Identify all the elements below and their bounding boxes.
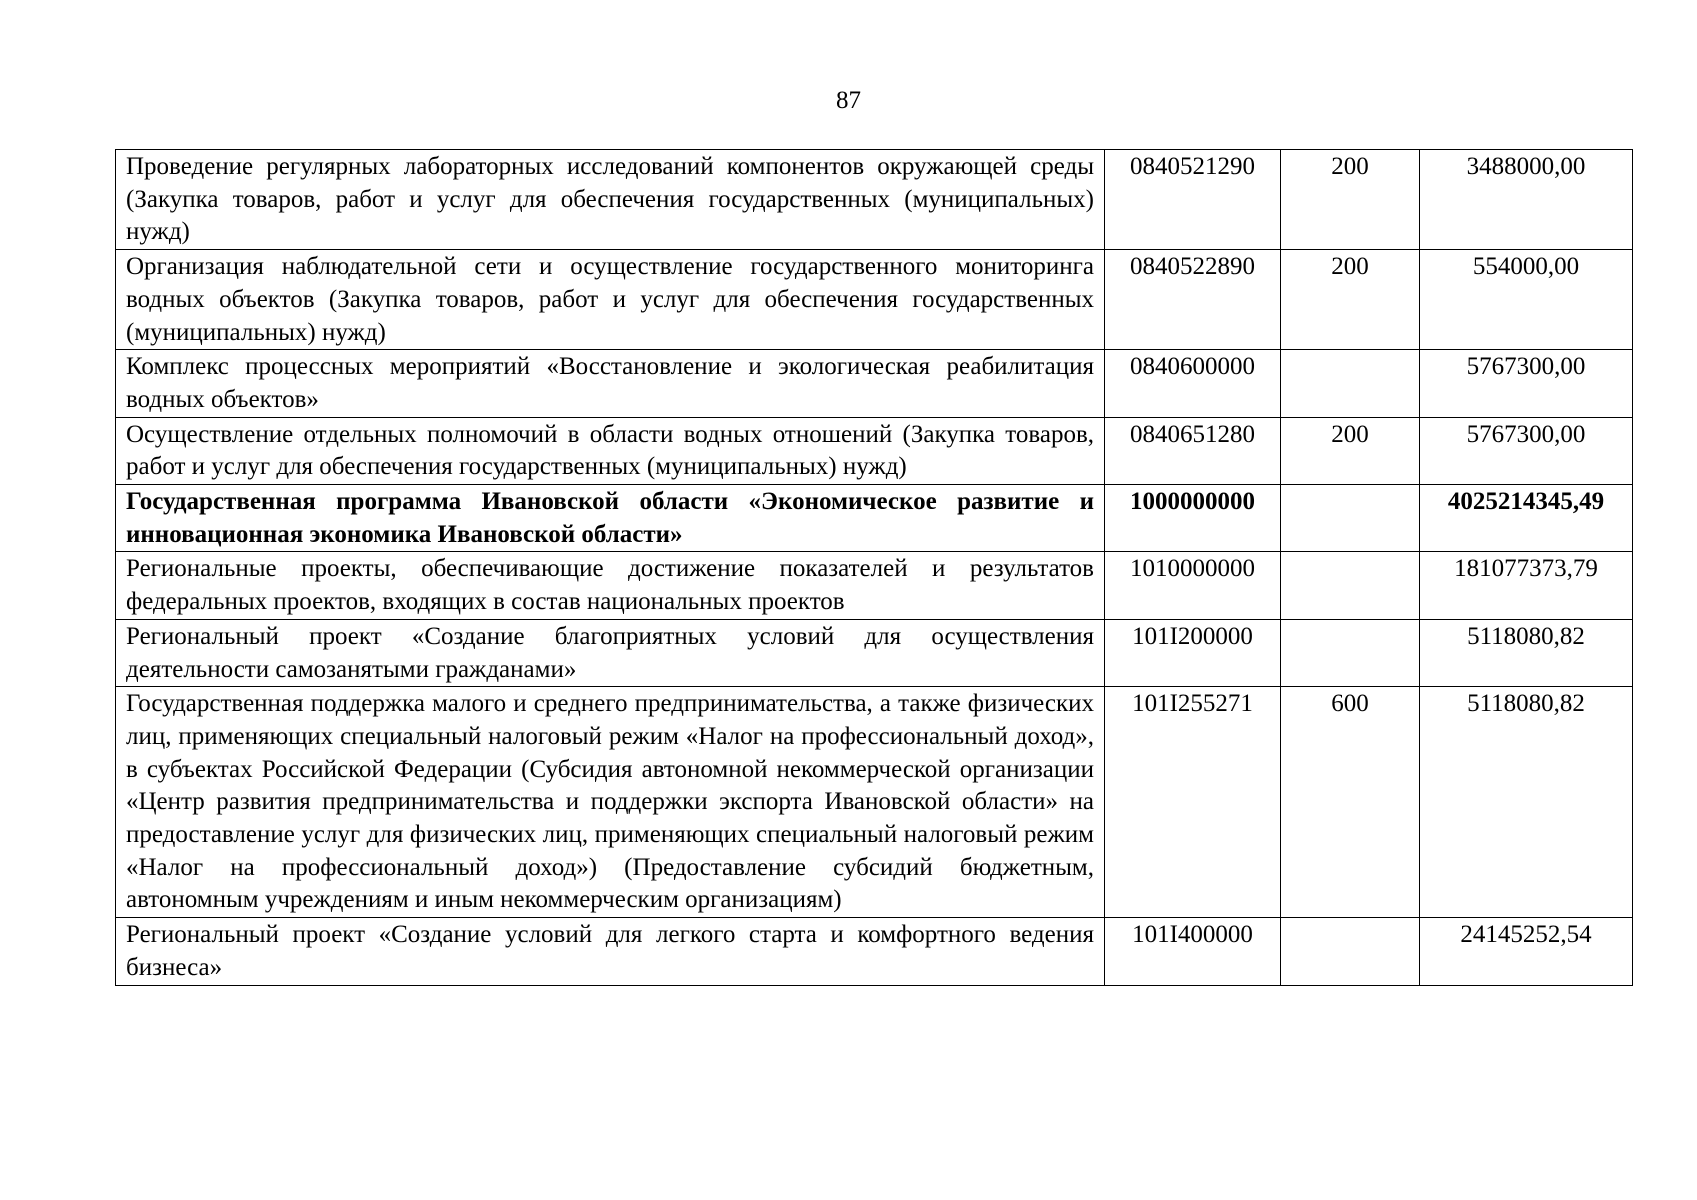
row-expense-type	[1281, 619, 1420, 686]
budget-table	[115, 149, 1633, 986]
row-name: Проведение регулярных лабораторных исследований компонентов окружающей среды (Закупка товаров, работ и услуг для обеспечения государственных (муниципальных) нужд)	[116, 150, 1105, 250]
row-code: 0840600000	[1105, 350, 1281, 417]
row-expense-type: 200	[1281, 150, 1420, 250]
row-sum: 3488000,00	[1420, 150, 1633, 250]
table-row-program	[116, 485, 1633, 552]
row-sum: 5767300,00	[1420, 350, 1633, 417]
row-name: Комплекс процессных мероприятий «Восстановление и экологическая реабилитация водных объектов»	[116, 350, 1105, 417]
row-code: 101I200000	[1105, 619, 1281, 686]
table-row	[116, 150, 1633, 250]
row-expense-type	[1281, 350, 1420, 417]
row-sum: 5118080,82	[1420, 619, 1633, 686]
row-code: 0840521290	[1105, 150, 1281, 250]
row-name: Региональный проект «Создание благоприятных условий для осуществления деятельности самозанятыми гражданами»	[116, 619, 1105, 686]
row-sum: 4025214345,49	[1420, 485, 1633, 552]
table-row	[116, 918, 1633, 985]
row-expense-type	[1281, 485, 1420, 552]
row-expense-type	[1281, 918, 1420, 985]
row-code: 0840651280	[1105, 417, 1281, 484]
row-sum: 5118080,82	[1420, 687, 1633, 918]
row-sum: 5767300,00	[1420, 417, 1633, 484]
row-code: 0840522890	[1105, 250, 1281, 350]
row-code: 1010000000	[1105, 552, 1281, 619]
row-expense-type: 200	[1281, 417, 1420, 484]
row-name: Осуществление отдельных полномочий в области водных отношений (Закупка товаров, работ и услуг для обеспечения государственных (муниципальных) нужд)	[116, 417, 1105, 484]
row-name: Организация наблюдательной сети и осуществление государственного мониторинга водных объектов (Закупка товаров, работ и услуг для обеспечения государственных (муниципальных) нужд)	[116, 250, 1105, 350]
row-code: 1000000000	[1105, 485, 1281, 552]
table-row	[116, 250, 1633, 350]
row-name: Региональный проект «Создание условий для легкого старта и комфортного ведения бизнеса»	[116, 918, 1105, 985]
table-row	[116, 687, 1633, 918]
row-expense-type: 600	[1281, 687, 1420, 918]
page-number: 87	[836, 87, 861, 114]
row-code: 101I255271	[1105, 687, 1281, 918]
row-sum: 181077373,79	[1420, 552, 1633, 619]
row-code: 101I400000	[1105, 918, 1281, 985]
row-sum: 24145252,54	[1420, 918, 1633, 985]
row-sum: 554000,00	[1420, 250, 1633, 350]
table-row	[116, 417, 1633, 484]
table-row	[116, 350, 1633, 417]
row-name: Государственная поддержка малого и среднего предпринимательства, а также физических лиц, применяющих специальный налоговый режим «Налог на профессиональный доход», в субъектах Российской Федерации (Субсидия автономной некоммерческой организации «Центр развития предпринимательства и поддержки экспорта Ивановской области» на предоставление услуг для физических лиц, применяющих специальный налоговый режим «Налог на профессиональный доход») (Предоставление субсидий бюджетным, автономным учреждениям и иным некоммерческим организациям)	[116, 687, 1105, 918]
row-expense-type: 200	[1281, 250, 1420, 350]
table-row	[116, 552, 1633, 619]
row-expense-type	[1281, 552, 1420, 619]
row-name: Государственная программа Ивановской области «Экономическое развитие и инновационная экономика Ивановской области»	[116, 485, 1105, 552]
table-row	[116, 619, 1633, 686]
row-name: Региональные проекты, обеспечивающие достижение показателей и результатов федеральных проектов, входящих в состав национальных проектов	[116, 552, 1105, 619]
